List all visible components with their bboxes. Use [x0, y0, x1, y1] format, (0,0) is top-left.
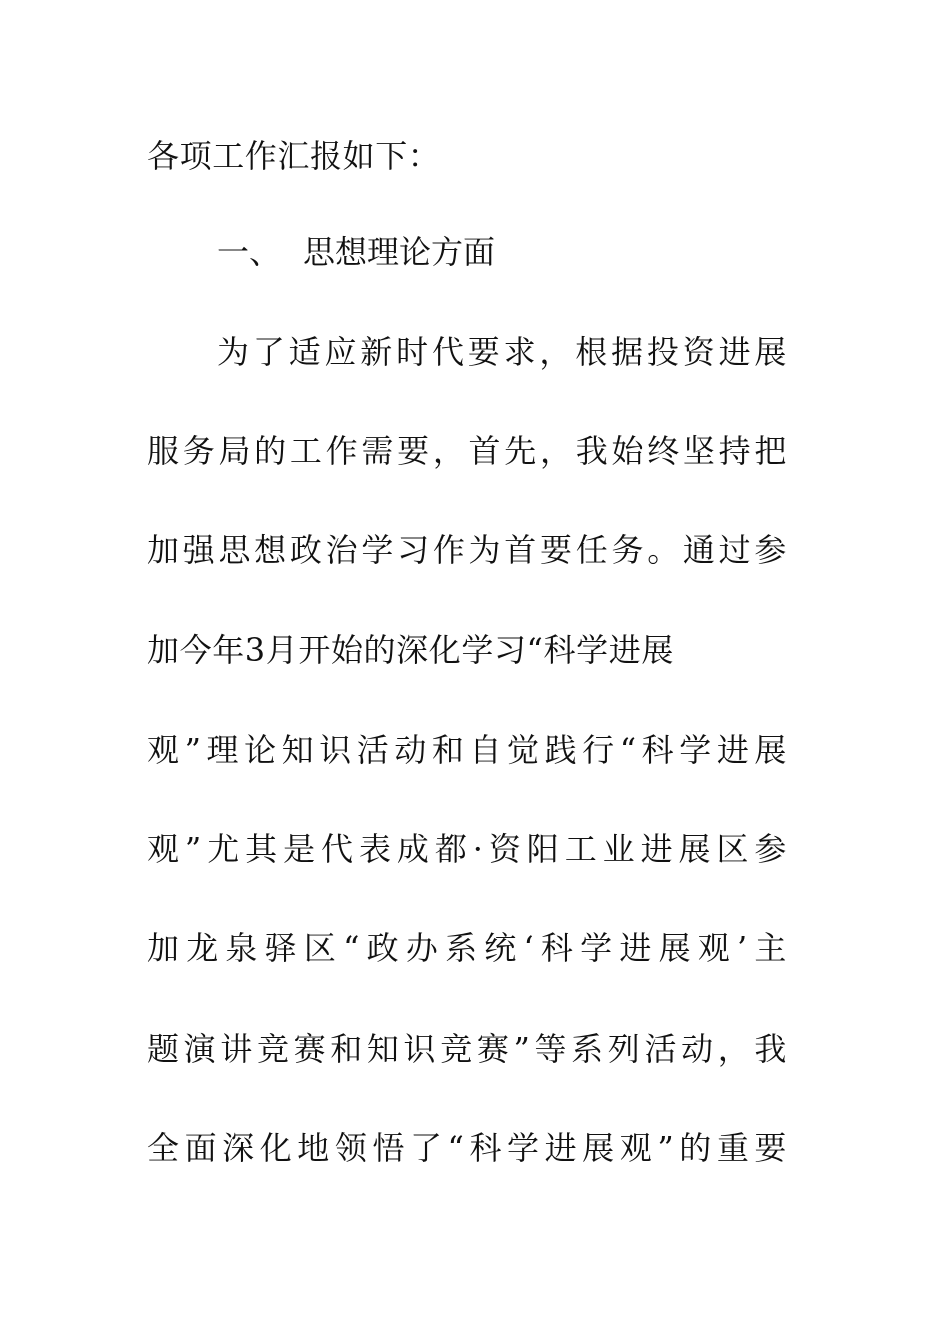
section-heading — [217, 232, 495, 272]
paragraph-line: 全面深化地领悟了“科学进展观”的重要 — [147, 1129, 787, 1167]
paragraph-line: 服务局的工作需要，首先，我始终坚持把 — [147, 432, 787, 470]
paragraph-line: 为了适应新时代要求，根据投资进展 — [217, 333, 787, 371]
paragraph-line: 加强思想政治学习作为首要任务。通过参 — [147, 531, 787, 569]
paragraph-line: 加今年3月开始的深化学习“科学进展 — [147, 631, 674, 669]
intro-line: 各项工作汇报如下： — [147, 137, 441, 175]
paragraph-line: 观”理论知识活动和自觉践行“科学进展 — [147, 731, 787, 769]
paragraph-line: 题演讲竞赛和知识竞赛”等系列活动，我 — [147, 1030, 787, 1068]
section-title: 思想理论方面 — [303, 233, 496, 271]
paragraph-line: 观”尤其是代表成都·资阳工业进展区参 — [147, 830, 787, 868]
paragraph-line: 加龙泉驿区“政办系统‘科学进展观’主 — [147, 929, 787, 967]
section-number: 一、 — [217, 233, 282, 271]
